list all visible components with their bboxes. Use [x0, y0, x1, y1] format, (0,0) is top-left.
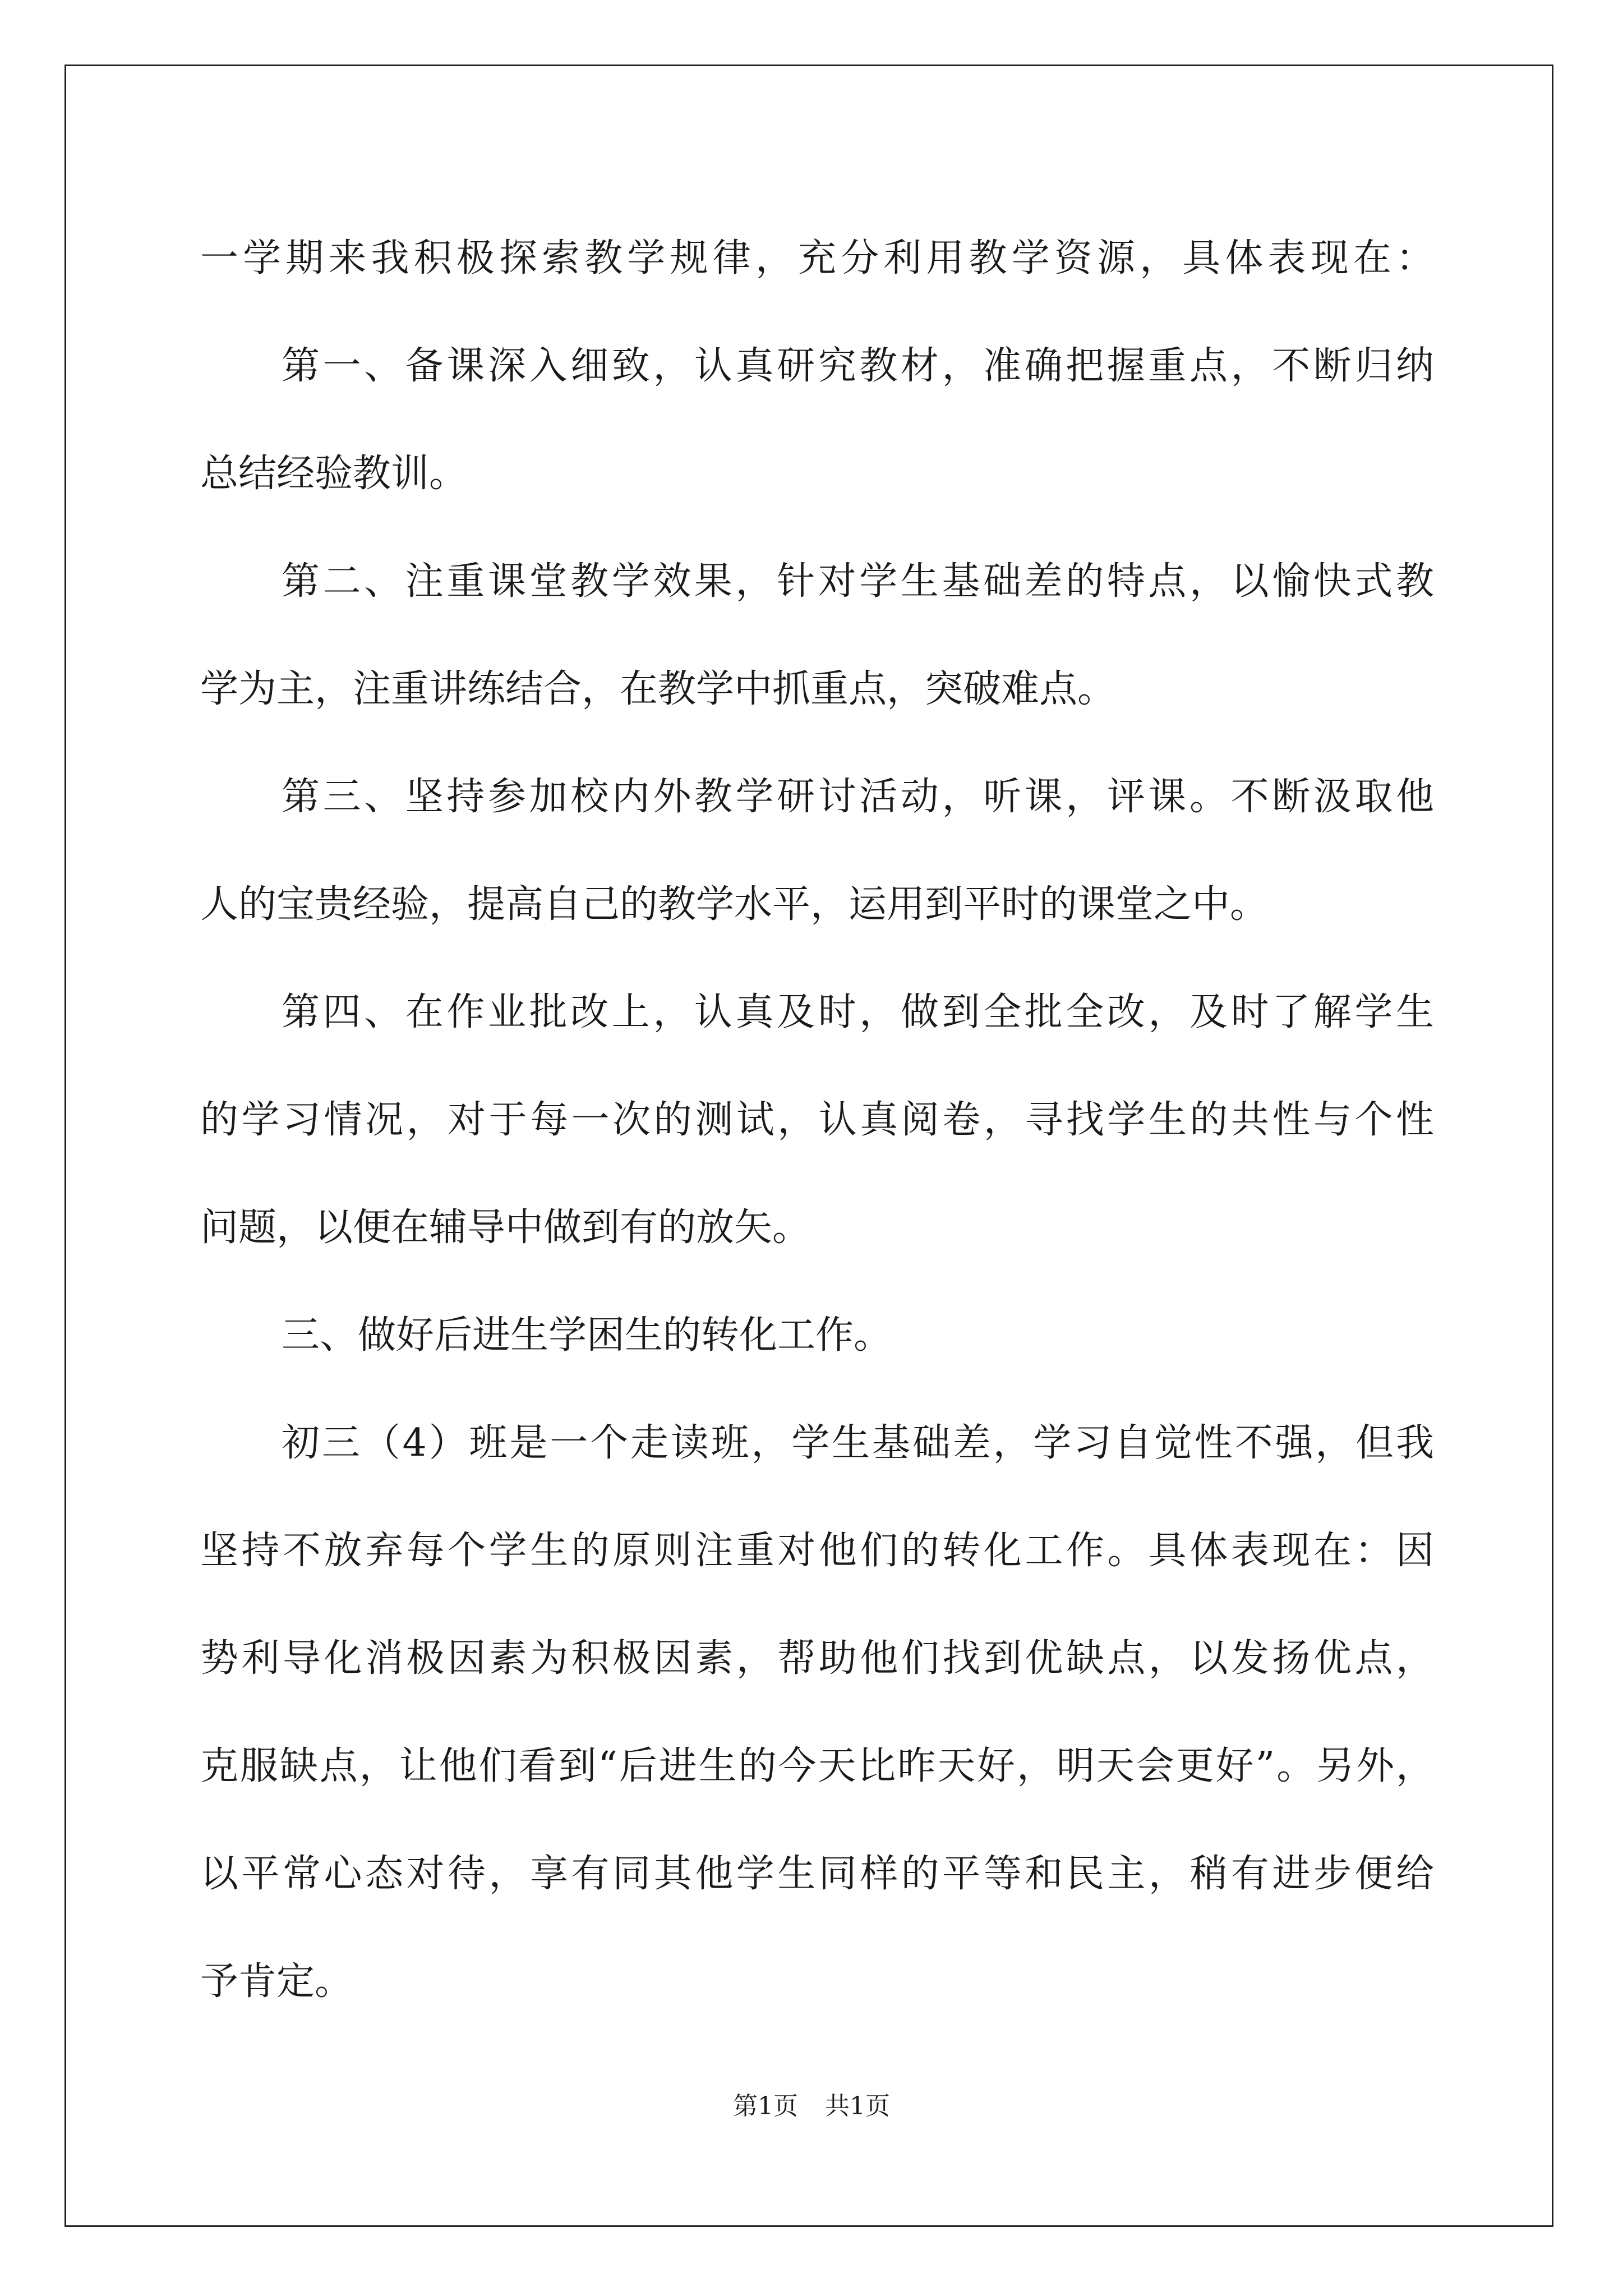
page-number: 第1页 [733, 2092, 798, 2120]
paragraph-line: 予肯定。 [200, 1959, 353, 2004]
paragraph-line: 第三、坚持参加校内外教学研讨活动，听课，评课。不断汲取他 [282, 775, 1434, 819]
paragraph-line: 以平常心态对待，享有同其他学生同样的平等和民主，稍有进步便给 [200, 1852, 1434, 1896]
paragraph-line: 第一、备课深入细致，认真研究教材，准确把握重点，不断归纳 [282, 344, 1434, 388]
page-total: 共1页 [825, 2092, 890, 2120]
paragraph-line: 第四、在作业批改上，认真及时，做到全批全改，及时了解学生 [282, 990, 1434, 1034]
paragraph-line: 初三（4）班是一个走读班，学生基础差，学习自觉性不强，但我 [282, 1421, 1434, 1465]
page-footer [0, 2086, 1623, 2122]
paragraph-line: 人的宝贵经验，提高自己的教学水平，运用到平时的课堂之中。 [200, 882, 1269, 927]
section-heading: 三、做好后进生学困生的转化工作。 [282, 1313, 892, 1358]
paragraph-line: 问题，以便在辅导中做到有的放矢。 [200, 1205, 811, 1250]
document-body [200, 205, 1434, 2036]
paragraph-line: 势利导化消极因素为积极因素，帮助他们找到优缺点，以发扬优点， [200, 1636, 1434, 1681]
paragraph-line: 坚持不放弃每个学生的原则注重对他们的转化工作。具体表现在：因 [200, 1529, 1434, 1573]
paragraph-line: 总结经验教训。 [200, 452, 468, 496]
paragraph-line: 的学习情况，对于每一次的测试，认真阅卷，寻找学生的共性与个性 [200, 1098, 1434, 1142]
paragraph-line: 克服缺点，让他们看到“后进生的今天比昨天好，明天会更好”。另外， [200, 1744, 1434, 1788]
paragraph-line: 第二、注重课堂教学效果，针对学生基础差的特点，以愉快式教 [282, 559, 1434, 604]
paragraph-line: 学为主，注重讲练结合，在教学中抓重点，突破难点。 [200, 667, 1116, 711]
paragraph-line: 一学期来我积极探索教学规律，充分利用教学资源，具体表现在： [200, 236, 1434, 280]
